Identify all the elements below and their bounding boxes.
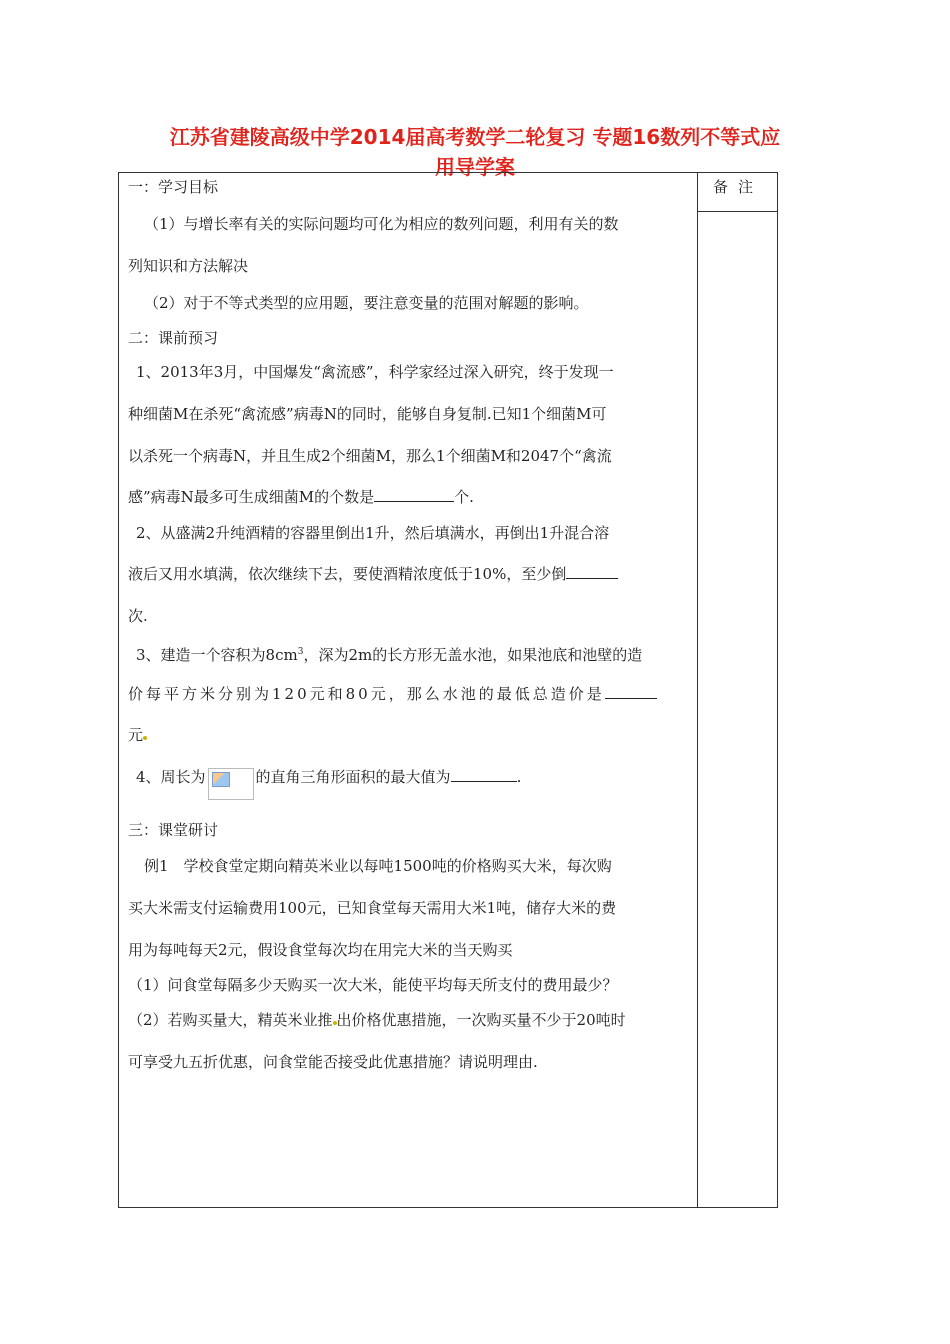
broken-image-icon — [208, 768, 254, 800]
goal-1-line-b: 列知识和方法解决 — [128, 257, 249, 275]
problem-4-end: . — [516, 768, 522, 786]
problem-3-line-b — [128, 684, 688, 704]
example-1-line-b: 买大米需支付运输费用100元，已知食堂每天需用大米1吨，储存大米的费 — [128, 899, 617, 917]
question-2-line-b: 可享受九五折优惠，问食堂能否接受此优惠措施？请说明理由. — [128, 1053, 538, 1071]
answer-blank-3[interactable] — [605, 684, 657, 699]
problem-1-unit: 个. — [454, 488, 474, 506]
problem-1-line-b: 种细菌M在杀死“禽流感”病毒N的同时，能够自身复制.已知1个细菌M可 — [128, 405, 607, 423]
section-1-heading: 一：学习目标 — [128, 178, 219, 196]
question-1: （1）问食堂每隔多少天购买一次大米，能使平均每天所支付的费用最少？ — [128, 976, 618, 994]
title-line-2: 用导学案 — [435, 155, 515, 179]
example-1-line-a: 例1 学校食堂定期向精英米业以每吨1500吨的价格购买大米，每次购 — [144, 857, 612, 875]
question-2-text-b: 出价格优惠措施，一次购买量不少于20吨时 — [336, 1011, 626, 1029]
goal-2: （2）对于不等式类型的应用题，要注意变量的范围对解题的影响。 — [144, 294, 589, 312]
problem-2-line-b — [128, 564, 688, 584]
problem-3-line-a — [136, 642, 696, 665]
stray-mark — [143, 736, 147, 740]
problem-3-text-c: 价每平方米分别为120元和80元，那么水池的最低总造价是 — [128, 685, 605, 703]
problem-1-text: 感”病毒N最多可生成细菌M的个数是 — [128, 488, 375, 506]
section-2-heading: 二：课前预习 — [128, 329, 219, 347]
problem-3-unit: 元 — [128, 726, 144, 744]
problem-3-line-c — [128, 725, 688, 745]
example-1-line-c: 用为每吨每天2元，假设食堂每次均在用完大米的当天购买 — [128, 941, 513, 959]
problem-4-line — [136, 762, 696, 794]
problem-1-line-a: 1、2013年3月，中国爆发“禽流感”，科学家经过深入研究，终于发现一 — [136, 363, 614, 381]
problem-4-text-a: 4、周长为 — [136, 768, 206, 786]
question-2-line-a — [128, 1010, 688, 1030]
problem-2-line-a: 2、从盛满2升纯酒精的容器里倒出1升，然后填满水，再倒出1升混合溶 — [136, 524, 610, 542]
problem-2-text: 液后又用水填满，依次继续下去，要使酒精浓度低于10%，至少倒 — [128, 565, 567, 583]
problem-3-text-b: ，深为2m的长方形无盖水池，如果池底和池壁的造 — [303, 646, 643, 664]
goal-1-line-a: （1）与增长率有关的实际问题均可化为相应的数列问题，利用有关的数 — [144, 215, 619, 233]
title-line-1: 江苏省建陵高级中学2014届高考数学二轮复习 专题16数列不等式应 — [169, 125, 781, 149]
answer-blank-2[interactable] — [566, 564, 618, 579]
remark-column-header: 备注 — [712, 178, 763, 196]
section-3-heading: 三：课堂研讨 — [128, 821, 219, 839]
answer-blank-4[interactable] — [451, 767, 517, 782]
problem-1-line-c: 以杀死一个病毒N，并且生成2个细菌M，那么1个细菌M和2047个“禽流 — [128, 447, 612, 465]
problem-2-line-c: 次. — [128, 607, 148, 625]
remark-header-divider — [697, 211, 778, 212]
problem-3-text-a: 3、建造一个容积为8cm — [136, 646, 298, 664]
answer-blank-1[interactable] — [374, 487, 454, 502]
problem-1-line-d — [128, 487, 688, 507]
problem-4-text-b: 的直角三角形面积的最大值为 — [255, 768, 451, 786]
cube-exponent: 3 — [297, 647, 304, 657]
image-placeholder-icon — [212, 772, 230, 787]
column-divider — [697, 172, 698, 1208]
question-2-text-a: （2）若购买量大，精英米业推 — [128, 1011, 333, 1029]
